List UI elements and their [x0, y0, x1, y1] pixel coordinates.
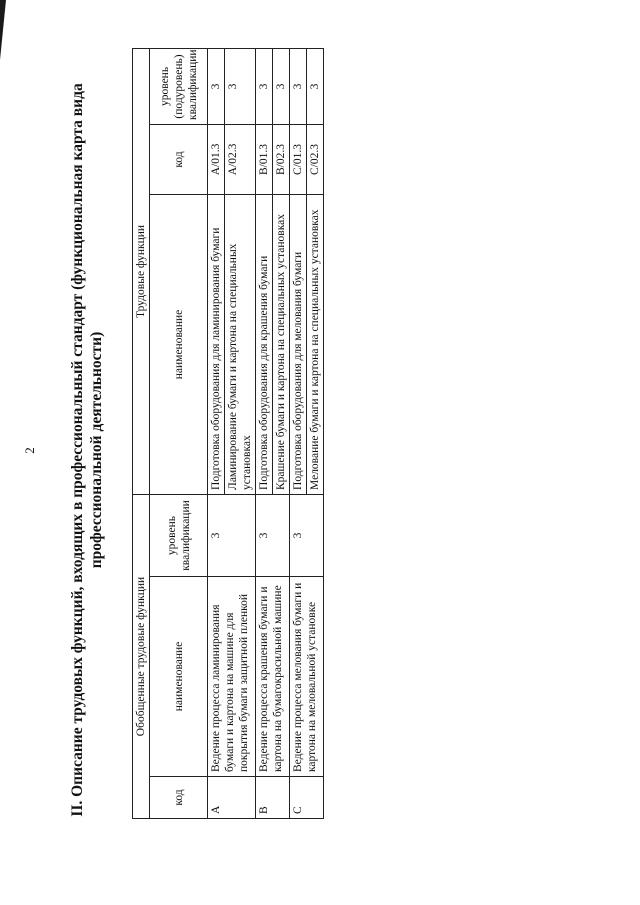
- header-generalized-functions: Обобщенные трудовые функции: [133, 494, 150, 818]
- gf-level-cell: 3: [256, 494, 290, 576]
- header-gf-level: уровень квалификации: [150, 494, 208, 576]
- gf-level-cell: 3: [290, 494, 324, 576]
- tf-level-cell: 3: [256, 48, 273, 124]
- tf-name-cell: Ламинирование бумаги и картона на специальных установках: [225, 194, 256, 494]
- tf-level-cell: 3: [225, 48, 256, 124]
- header-labor-functions: Трудовые функции: [133, 48, 150, 494]
- gf-level-cell: 3: [208, 494, 256, 576]
- tf-name-cell: Крашение бумаги и картона на специальных установках: [273, 194, 290, 494]
- heading-line-1: II. Описание трудовых функций, входящих в профессиональный стандарт (функциональная карта вида: [69, 83, 86, 817]
- gf-name-cell: Ведение процесса крашения бумаги и картона на бумагокрасильной машине: [256, 577, 290, 777]
- tf-code-cell: A/02.3: [225, 124, 256, 194]
- tf-name-cell: Подготовка оборудования для мелования бумаги: [290, 194, 307, 494]
- tf-level-cell: 3: [273, 48, 290, 124]
- page-number: 2: [21, 447, 37, 454]
- header-tf-level: уровень (подуровень) квалификации: [150, 48, 208, 124]
- gf-code-cell: B: [256, 777, 290, 819]
- tf-code-cell: A/01.3: [208, 124, 225, 194]
- tf-level-cell: 3: [307, 48, 324, 124]
- header-tf-code: код: [150, 124, 208, 194]
- tf-code-cell: B/01.3: [256, 124, 273, 194]
- tf-code-cell: C/02.3: [307, 124, 324, 194]
- tf-code-cell: B/02.3: [273, 124, 290, 194]
- rotated-page-content: [20, 15, 620, 885]
- table-row: [256, 48, 273, 818]
- header-gf-name: наименование: [150, 577, 208, 777]
- tf-name-cell: Подготовка оборудования для ламинирования бумаги: [208, 194, 225, 494]
- gf-code-cell: C: [290, 777, 324, 819]
- section-heading: [68, 15, 106, 885]
- tf-level-cell: 3: [208, 48, 225, 124]
- header-tf-name: наименование: [150, 194, 208, 494]
- tf-code-cell: C/01.3: [290, 124, 307, 194]
- tf-level-cell: 3: [290, 48, 307, 124]
- gf-name-cell: Ведение процесса ламинирования бумаги и картона на машине для покрытия бумаги защитной пленкой: [208, 577, 256, 777]
- heading-line-2: профессиональной деятельности): [88, 331, 105, 569]
- gf-name-cell: Ведение процесса мелования бумаги и картона на меловальной установке: [290, 577, 324, 777]
- table-header-row: [150, 48, 208, 818]
- scan-shadow: [0, 0, 6, 60]
- table-row: [208, 48, 225, 818]
- tf-name-cell: Подготовка оборудования для крашения бумаги: [256, 194, 273, 494]
- gf-code-cell: A: [208, 777, 256, 819]
- functional-map-table: [132, 48, 324, 819]
- header-gf-code: код: [150, 777, 208, 819]
- tf-name-cell: Мелование бумаги и картона на специальных установках: [307, 194, 324, 494]
- table-header-group-row: [133, 48, 150, 818]
- table-row: [290, 48, 307, 818]
